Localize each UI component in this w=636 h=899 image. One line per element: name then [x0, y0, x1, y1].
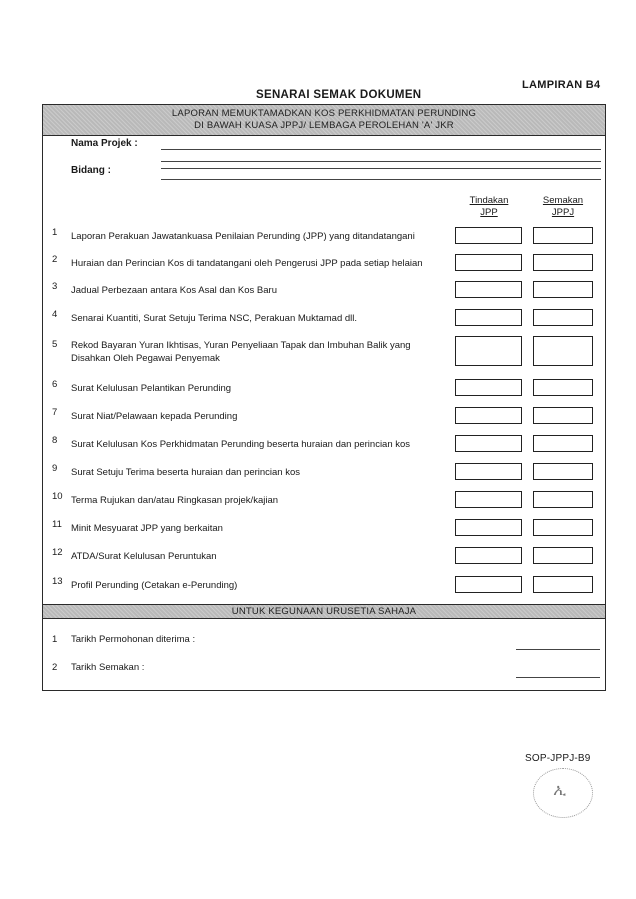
tindakan-jpp-checkbox[interactable]: [455, 463, 522, 480]
tindakan-jpp-checkbox[interactable]: [455, 435, 522, 452]
bidang-label: Bidang :: [71, 165, 111, 176]
column-header-tindakan-line-2: JPP: [480, 207, 498, 218]
urusetia-text: Tarikh Semakan :: [71, 662, 145, 673]
item-number: 8: [52, 435, 58, 446]
semakan-jppj-checkbox[interactable]: [533, 491, 593, 508]
item-number: 9: [52, 463, 58, 474]
nama-projek-label: Nama Projek :: [71, 138, 138, 149]
semakan-jppj-checkbox[interactable]: [533, 281, 593, 298]
urusetia-band: UNTUK KEGUNAAN URUSETIA SAHAJA: [43, 604, 605, 619]
sop-code: SOP-JPPJ-B9: [525, 753, 591, 764]
semakan-jppj-checkbox[interactable]: [533, 547, 593, 564]
item-number: 1: [52, 227, 58, 238]
tindakan-jpp-checkbox[interactable]: [455, 227, 522, 244]
bidang-line-2[interactable]: [161, 179, 601, 180]
urusetia-number: 1: [52, 634, 58, 645]
item-text: Surat Kelulusan Kos Perkhidmatan Perunding beserta huraian dan perincian kos: [71, 439, 411, 450]
semakan-jppj-checkbox[interactable]: [533, 435, 593, 452]
tindakan-jpp-checkbox[interactable]: [455, 407, 522, 424]
tindakan-jpp-checkbox[interactable]: [455, 281, 522, 298]
semakan-jppj-checkbox[interactable]: [533, 576, 593, 593]
tarikh-permohonan-line[interactable]: [516, 649, 600, 650]
semakan-jppj-checkbox[interactable]: [533, 227, 593, 244]
item-text: Surat Setuju Terima beserta huraian dan perincian kos: [71, 467, 301, 478]
item-text: Surat Kelulusan Pelantikan Perunding: [71, 383, 232, 394]
semakan-jppj-checkbox[interactable]: [533, 519, 593, 536]
semakan-jppj-checkbox[interactable]: [533, 336, 593, 366]
report-header-band: [43, 105, 605, 136]
item-number: 7: [52, 407, 58, 418]
report-header-line-1: LAPORAN MEMUKTAMADKAN KOS PERKHIDMATAN PERUNDING: [171, 108, 477, 119]
item-text: Laporan Perakuan Jawatankuasa Penilaian Perunding (JPP) yang ditandatangani: [71, 231, 415, 242]
item-number: 11: [52, 519, 62, 530]
item-text: Rekod Bayaran Yuran Ikhtisas, Yuran Penyeliaan Tapak dan Imbuhan Balik yang Disahkan Oleh Pegawai Penyemak: [71, 340, 411, 364]
item-number: 3: [52, 281, 58, 292]
column-header-semakan-line-2: JPPJ: [551, 207, 575, 218]
item-text: Jadual Perbezaan antara Kos Asal dan Kos Baru: [71, 285, 277, 296]
semakan-jppj-checkbox[interactable]: [533, 254, 593, 271]
item-text: Profil Perunding (Cetakan e-Perunding): [71, 580, 238, 591]
item-number: 4: [52, 309, 58, 320]
item-number: 12: [52, 547, 63, 558]
semakan-jppj-checkbox[interactable]: [533, 463, 593, 480]
item-text: ATDA/Surat Kelulusan Peruntukan: [71, 551, 217, 562]
tindakan-jpp-checkbox[interactable]: [455, 576, 522, 593]
tindakan-jpp-checkbox[interactable]: [455, 254, 522, 271]
semakan-jppj-checkbox[interactable]: [533, 407, 593, 424]
tarikh-semakan-line[interactable]: [516, 677, 600, 678]
item-text: Senarai Kuantiti, Surat Setuju Terima NSC, Perakuan Muktamad dll.: [71, 313, 358, 324]
column-header-semakan-line-1: Semakan: [542, 195, 584, 206]
lampiran-label: LAMPIRAN B4: [522, 79, 601, 91]
urusetia-number: 2: [52, 662, 58, 673]
handwritten-initial: ኢ: [553, 780, 567, 799]
tindakan-jpp-checkbox[interactable]: [455, 519, 522, 536]
item-text: Huraian dan Perincian Kos di tandatangani oleh Pengerusi JPP pada setiap helaian: [71, 258, 423, 269]
tindakan-jpp-checkbox[interactable]: [455, 547, 522, 564]
bidang-line-1[interactable]: [161, 168, 601, 169]
report-header-line-2: DI BAWAH KUASA JPPJ/ LEMBAGA PEROLEHAN 'A' JKR: [194, 120, 454, 131]
nama-projek-line-2[interactable]: [161, 161, 601, 162]
column-header-tindakan-line-1: Tindakan: [469, 195, 509, 206]
item-number: 5: [52, 339, 58, 350]
checklist-form: [42, 104, 606, 691]
item-number: 10: [52, 491, 63, 502]
tindakan-jpp-checkbox[interactable]: [455, 336, 522, 366]
item-number: 13: [52, 576, 63, 587]
semakan-jppj-checkbox[interactable]: [533, 309, 593, 326]
column-header-tindakan: [454, 195, 524, 219]
tindakan-jpp-checkbox[interactable]: [455, 379, 522, 396]
item-text: Terma Rujukan dan/atau Ringkasan projek/kajian: [71, 495, 279, 506]
semakan-jppj-checkbox[interactable]: [533, 379, 593, 396]
item-text: Minit Mesyuarat JPP yang berkaitan: [71, 523, 223, 534]
tindakan-jpp-checkbox[interactable]: [455, 309, 522, 326]
item-text: Surat Niat/Pelawaan kepada Perunding: [71, 411, 238, 422]
nama-projek-line-1[interactable]: [161, 149, 601, 150]
item-number: 2: [52, 254, 58, 265]
document-title: SENARAI SEMAK DOKUMEN: [256, 89, 422, 101]
column-header-semakan: [528, 195, 598, 219]
urusetia-text: Tarikh Permohonan diterima :: [71, 634, 196, 645]
item-number: 6: [52, 379, 58, 390]
tindakan-jpp-checkbox[interactable]: [455, 491, 522, 508]
